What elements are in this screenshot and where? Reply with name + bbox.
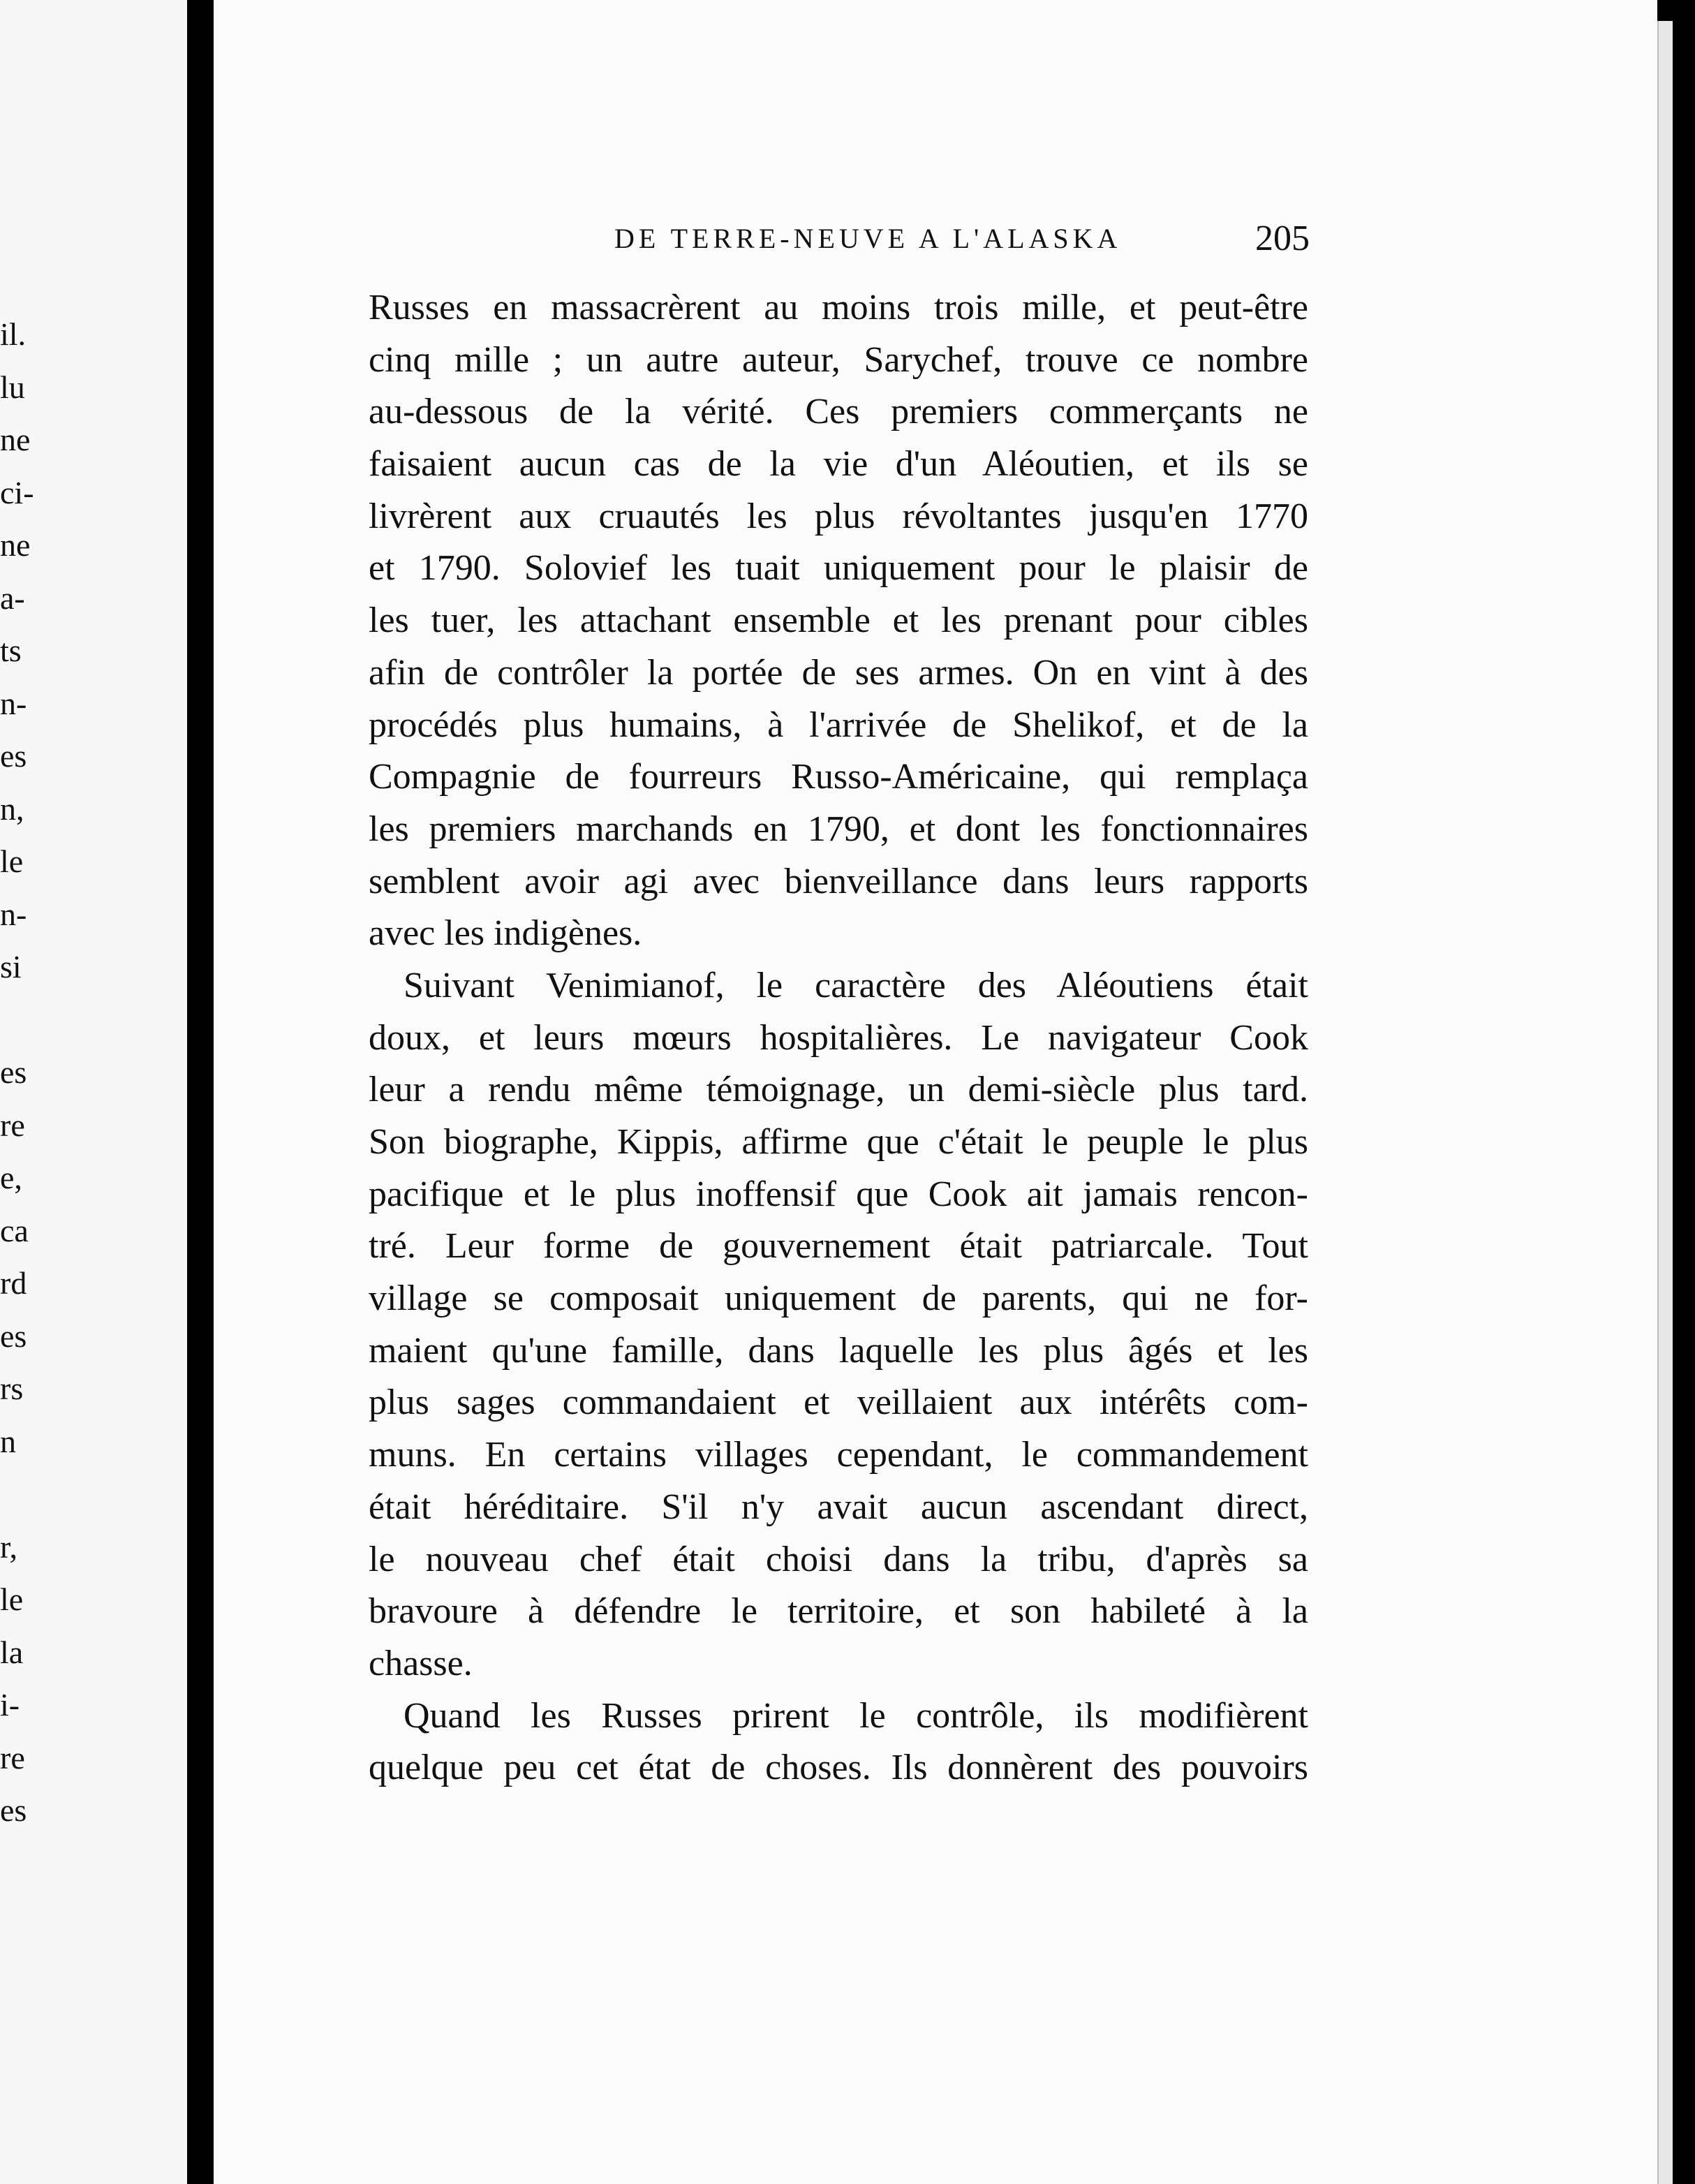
running-title: DE TERRE-NEUVE A L'ALASKA: [614, 223, 1122, 254]
text-line: Russes en massacrèrent au moins trois mille, et peut-être: [369, 288, 1308, 327]
left-page-fragment: n: [0, 1423, 16, 1459]
text-line: maient qu'une famille, dans laquelle les plus âgés et les: [369, 1330, 1308, 1371]
left-page-fragment: ci-: [0, 474, 34, 510]
text-line: pacifique et le plus inoffensif que Cook ait jamais rencon-: [369, 1174, 1308, 1214]
text-line: afin de contrôler la portée de ses armes. On en vint à des: [369, 652, 1308, 693]
left-page-fragment: la: [0, 1634, 24, 1670]
left-page-fragment: lu: [0, 369, 25, 405]
text-line: le nouveau chef était choisi dans la tribu, d'après sa: [369, 1539, 1308, 1579]
text-line: les tuer, les attachant ensemble et les prenant pour cibles: [369, 600, 1308, 641]
text-line: chasse.: [369, 1643, 473, 1683]
left-page-fragment: il.: [0, 316, 27, 352]
left-page-fragment: re: [0, 1739, 25, 1776]
body-text: [369, 282, 1308, 1794]
left-page-fragment: rd: [0, 1265, 27, 1301]
left-page-fragment: re: [0, 1107, 25, 1143]
text-line: au-dessous de la vérité. Ces premiers commerçants ne: [369, 392, 1308, 432]
left-page-fragment: e,: [0, 1160, 22, 1195]
text-line: livrèrent aux cruautés les plus révoltantes jusqu'en 1770: [369, 496, 1308, 536]
page-edge: [1657, 21, 1673, 2184]
left-page-fragment: rs: [0, 1371, 24, 1406]
text-line: plus sages commandaient et veillaient aux intérêts com-: [369, 1382, 1308, 1423]
left-page-fragment: i-: [0, 1687, 20, 1722]
left-page-fragment: ne: [0, 527, 31, 563]
left-page-fragment: n-: [0, 685, 27, 721]
left-page-fragment: ne: [0, 422, 31, 457]
text-line: et 1790. Solovief les tuait uniquement pour le plaisir de: [369, 548, 1308, 589]
text-line: avec les indigènes.: [369, 913, 642, 954]
left-page-fragment: n,: [0, 790, 24, 827]
text-line: était héréditaire. S'il n'y avait aucun ascendant direct,: [369, 1486, 1308, 1527]
text-line: procédés plus humains, à l'arrivée de Shelikof, et de la: [369, 704, 1308, 745]
text-line: Son biographe, Kippis, affirme que c'était le peuple le plus: [369, 1122, 1308, 1162]
left-page-fragment: si: [0, 949, 22, 984]
left-page-fragment: es: [0, 1318, 27, 1354]
text-line: quelque peu cet état de choses. Ils donnèrent des pouvoirs: [369, 1748, 1308, 1788]
text-line: les premiers marchands en 1790, et dont les fonctionnaires: [369, 809, 1308, 849]
left-page-fragment: le: [0, 843, 24, 879]
text-line: leur a rendu même témoignage, un demi-siècle plus tard.: [369, 1070, 1308, 1110]
left-facing-page: [0, 0, 187, 2184]
text-line: semblent avoir agi avec bienveillance dans leurs rapports: [369, 861, 1308, 901]
left-page-fragment: es: [0, 1792, 27, 1828]
text-line: village se composait uniquement de parents, qui ne for-: [369, 1278, 1308, 1319]
left-page-fragment: ca: [0, 1212, 29, 1248]
text-line: Compagnie de fourreurs Russo-Américaine, qui remplaça: [369, 757, 1308, 797]
left-page-fragment: r,: [0, 1528, 17, 1565]
page-number: 205: [1255, 219, 1310, 258]
text-line: muns. En certains villages cependant, le commandement: [369, 1435, 1308, 1475]
left-page-fragment: es: [0, 1054, 27, 1090]
left-page-fragment: ts: [0, 633, 22, 668]
left-page-fragment: es: [0, 738, 27, 774]
text-line: bravoure à défendre le territoire, et son habileté à la: [369, 1591, 1308, 1632]
text-line: Quand les Russes prirent le contrôle, ils modifièrent: [404, 1695, 1308, 1736]
text-line: Suivant Venimianof, le caractère des Aléoutiens était: [404, 965, 1308, 1005]
left-page-fragment: a-: [0, 580, 25, 616]
text-line: cinq mille ; un autre auteur, Sarychef, trouve ce nombre: [369, 339, 1308, 380]
text-line: tré. Leur forme de gouvernement était patriarcale. Tout: [369, 1226, 1308, 1267]
left-page-fragment: le: [0, 1581, 24, 1617]
text-line: faisaient aucun cas de la vie d'un Aléoutien, et ils se: [369, 444, 1308, 485]
left-page-fragment: n-: [0, 896, 27, 932]
text-line: doux, et leurs mœurs hospitalières. Le navigateur Cook: [369, 1017, 1308, 1058]
